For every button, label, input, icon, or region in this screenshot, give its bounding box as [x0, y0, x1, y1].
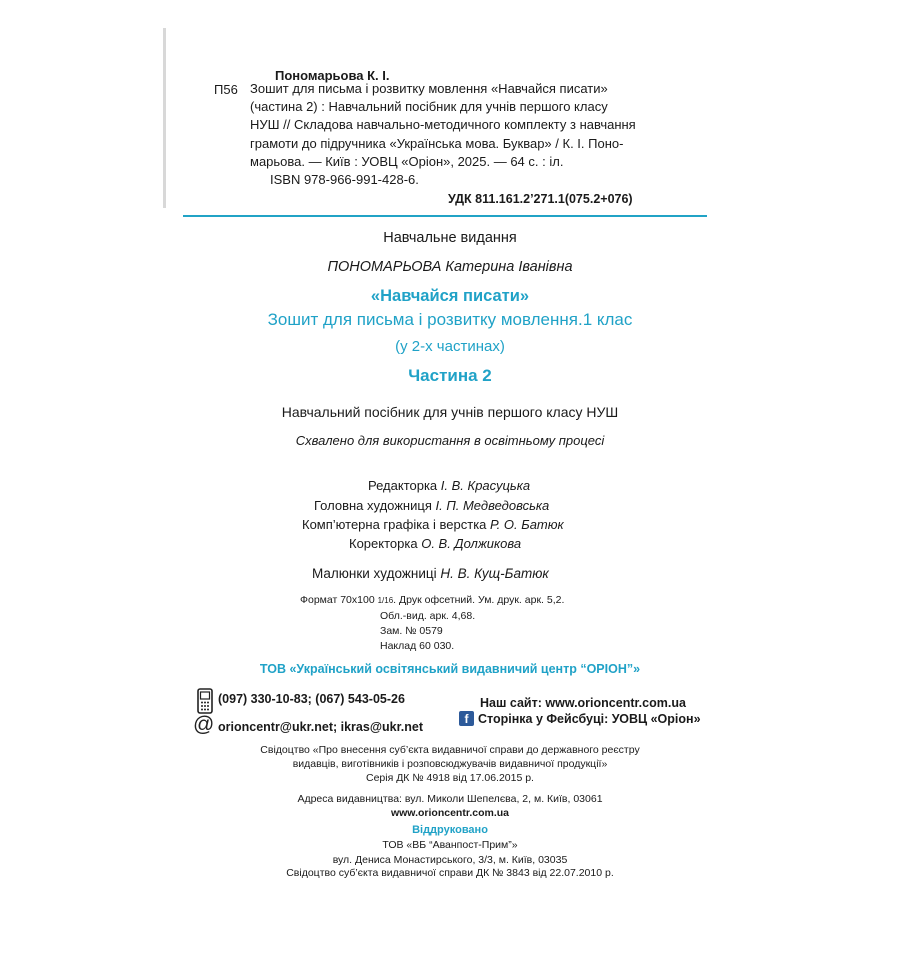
catalog-description-line: марьова. — Київ : УОВЦ «Оріон», 2025. — 64 с. : іл.: [250, 153, 564, 169]
publisher-website[interactable]: Наш сайт: www.orioncentr.com.ua: [480, 696, 686, 710]
credit-illustrator: [312, 566, 549, 581]
facebook-icon: f: [459, 711, 474, 726]
catalog-description-line: грамоти до підручника «Українська мова. Буквар» / К. І. Поно-: [250, 135, 624, 151]
print-format-prefix: Формат 70х100: [300, 594, 375, 606]
catalog-description-line: Зошит для письма і розвитку мовлення «Навчайся писати»: [250, 81, 608, 96]
catalog-description: [250, 80, 680, 171]
printer-name: ТОВ «ВБ “Аванпост-Прим”»: [382, 839, 518, 851]
publisher-certificate-line: Свідоцтво «Про внесення суб’єкта видавничої справи до державного реєстру: [260, 744, 640, 756]
credit-chief-artist: [314, 498, 549, 513]
credit-name: Н. В. Кущ-Батюк: [440, 566, 549, 581]
publisher-certificate-line: Серія ДК № 4918 від 17.06.2015 р.: [366, 772, 534, 784]
book-subtitle: Зошит для письма і розвитку мовлення.1 клас: [267, 310, 633, 329]
print-format-fraction: 1/16: [377, 596, 394, 605]
catalog-description-line: НУШ // Складова навчально-методичного комплекту з навчання: [250, 117, 636, 133]
catalog-author-heading: Пономарьова К. І.: [275, 68, 390, 83]
printer-heading: Віддруковано: [412, 824, 488, 836]
credit-name: Р. О. Батюк: [490, 517, 564, 532]
print-format: [300, 594, 564, 606]
publisher-name: ТОВ «Український освітянський видавничий центр “ОРІОН”»: [259, 662, 641, 676]
print-order: Зам. № 0579: [380, 625, 443, 637]
book-title: «Навчайся писати»: [370, 287, 530, 305]
page-gutter-shadow: [163, 28, 166, 208]
part-number: Частина 2: [408, 366, 492, 385]
publisher-web[interactable]: www.orioncentr.com.ua: [390, 807, 510, 819]
credit-layout: [302, 517, 564, 532]
credit-proofreader: [349, 536, 521, 551]
facebook-page[interactable]: Сторінка у Фейсбуці: УОВЦ «Оріон»: [478, 712, 701, 726]
print-format-rest: . Друк офсетний. Ум. друк. арк. 5,2.: [393, 594, 565, 606]
credit-name: І. В. Красуцька: [440, 478, 531, 493]
credit-editor: [368, 478, 530, 493]
at-sign-icon: @: [193, 713, 215, 736]
printer-certificate: Свідоцтво суб’єкта видавничої справи ДК № 3843 від 22.07.2010 р.: [286, 867, 614, 879]
parts-note: (у 2-х частинах): [395, 338, 505, 355]
credit-name: О. В. Должикова: [421, 536, 522, 551]
credit-role: Коректорка: [349, 536, 418, 551]
book-purpose: Навчальний посібник для учнів першого класу НУШ: [281, 404, 619, 420]
credit-role: Комп’ютерна графіка і верстка: [302, 517, 487, 532]
udk-code: УДК 811.161.2’271.1(075.2+076): [448, 192, 633, 206]
isbn: ISBN 978-966-991-428-6.: [270, 172, 419, 187]
print-sheets: Обл.-вид. арк. 4,68.: [380, 610, 476, 622]
credit-role: Малюнки художниці: [312, 566, 437, 581]
approval-note: Схвалено для використання в освітньому процесі: [295, 433, 605, 448]
section-divider: [183, 215, 707, 217]
catalog-description-line: (частина 2) : Навчальний посібник для учнів першого класу: [250, 99, 608, 115]
publisher-address: Адреса видавництва: вул. Миколи Шепелєва, 2, м. Київ, 03061: [297, 793, 603, 805]
publisher-emails[interactable]: orioncentr@ukr.net; ikras@ukr.net: [218, 720, 423, 734]
credit-name: І. П. Медведовська: [435, 498, 550, 513]
publisher-phones: (097) 330-10-83; (067) 543-05-26: [218, 692, 405, 706]
printer-address: вул. Дениса Монастирського, 3/3, м. Київ, 03035: [332, 854, 568, 866]
publisher-certificate-line: видавців, виготівників і розповсюджувачів видавничої продукції»: [292, 758, 608, 770]
edition-type: Навчальне видання: [383, 230, 517, 246]
credit-role: Головна художниця: [314, 498, 432, 513]
author-full-name: ПОНОМАРЬОВА Катерина Іванівна: [327, 259, 573, 275]
catalog-code: П56: [214, 82, 238, 97]
credit-role: Редакторка: [368, 478, 438, 493]
print-circulation: Наклад 60 030.: [380, 640, 455, 652]
